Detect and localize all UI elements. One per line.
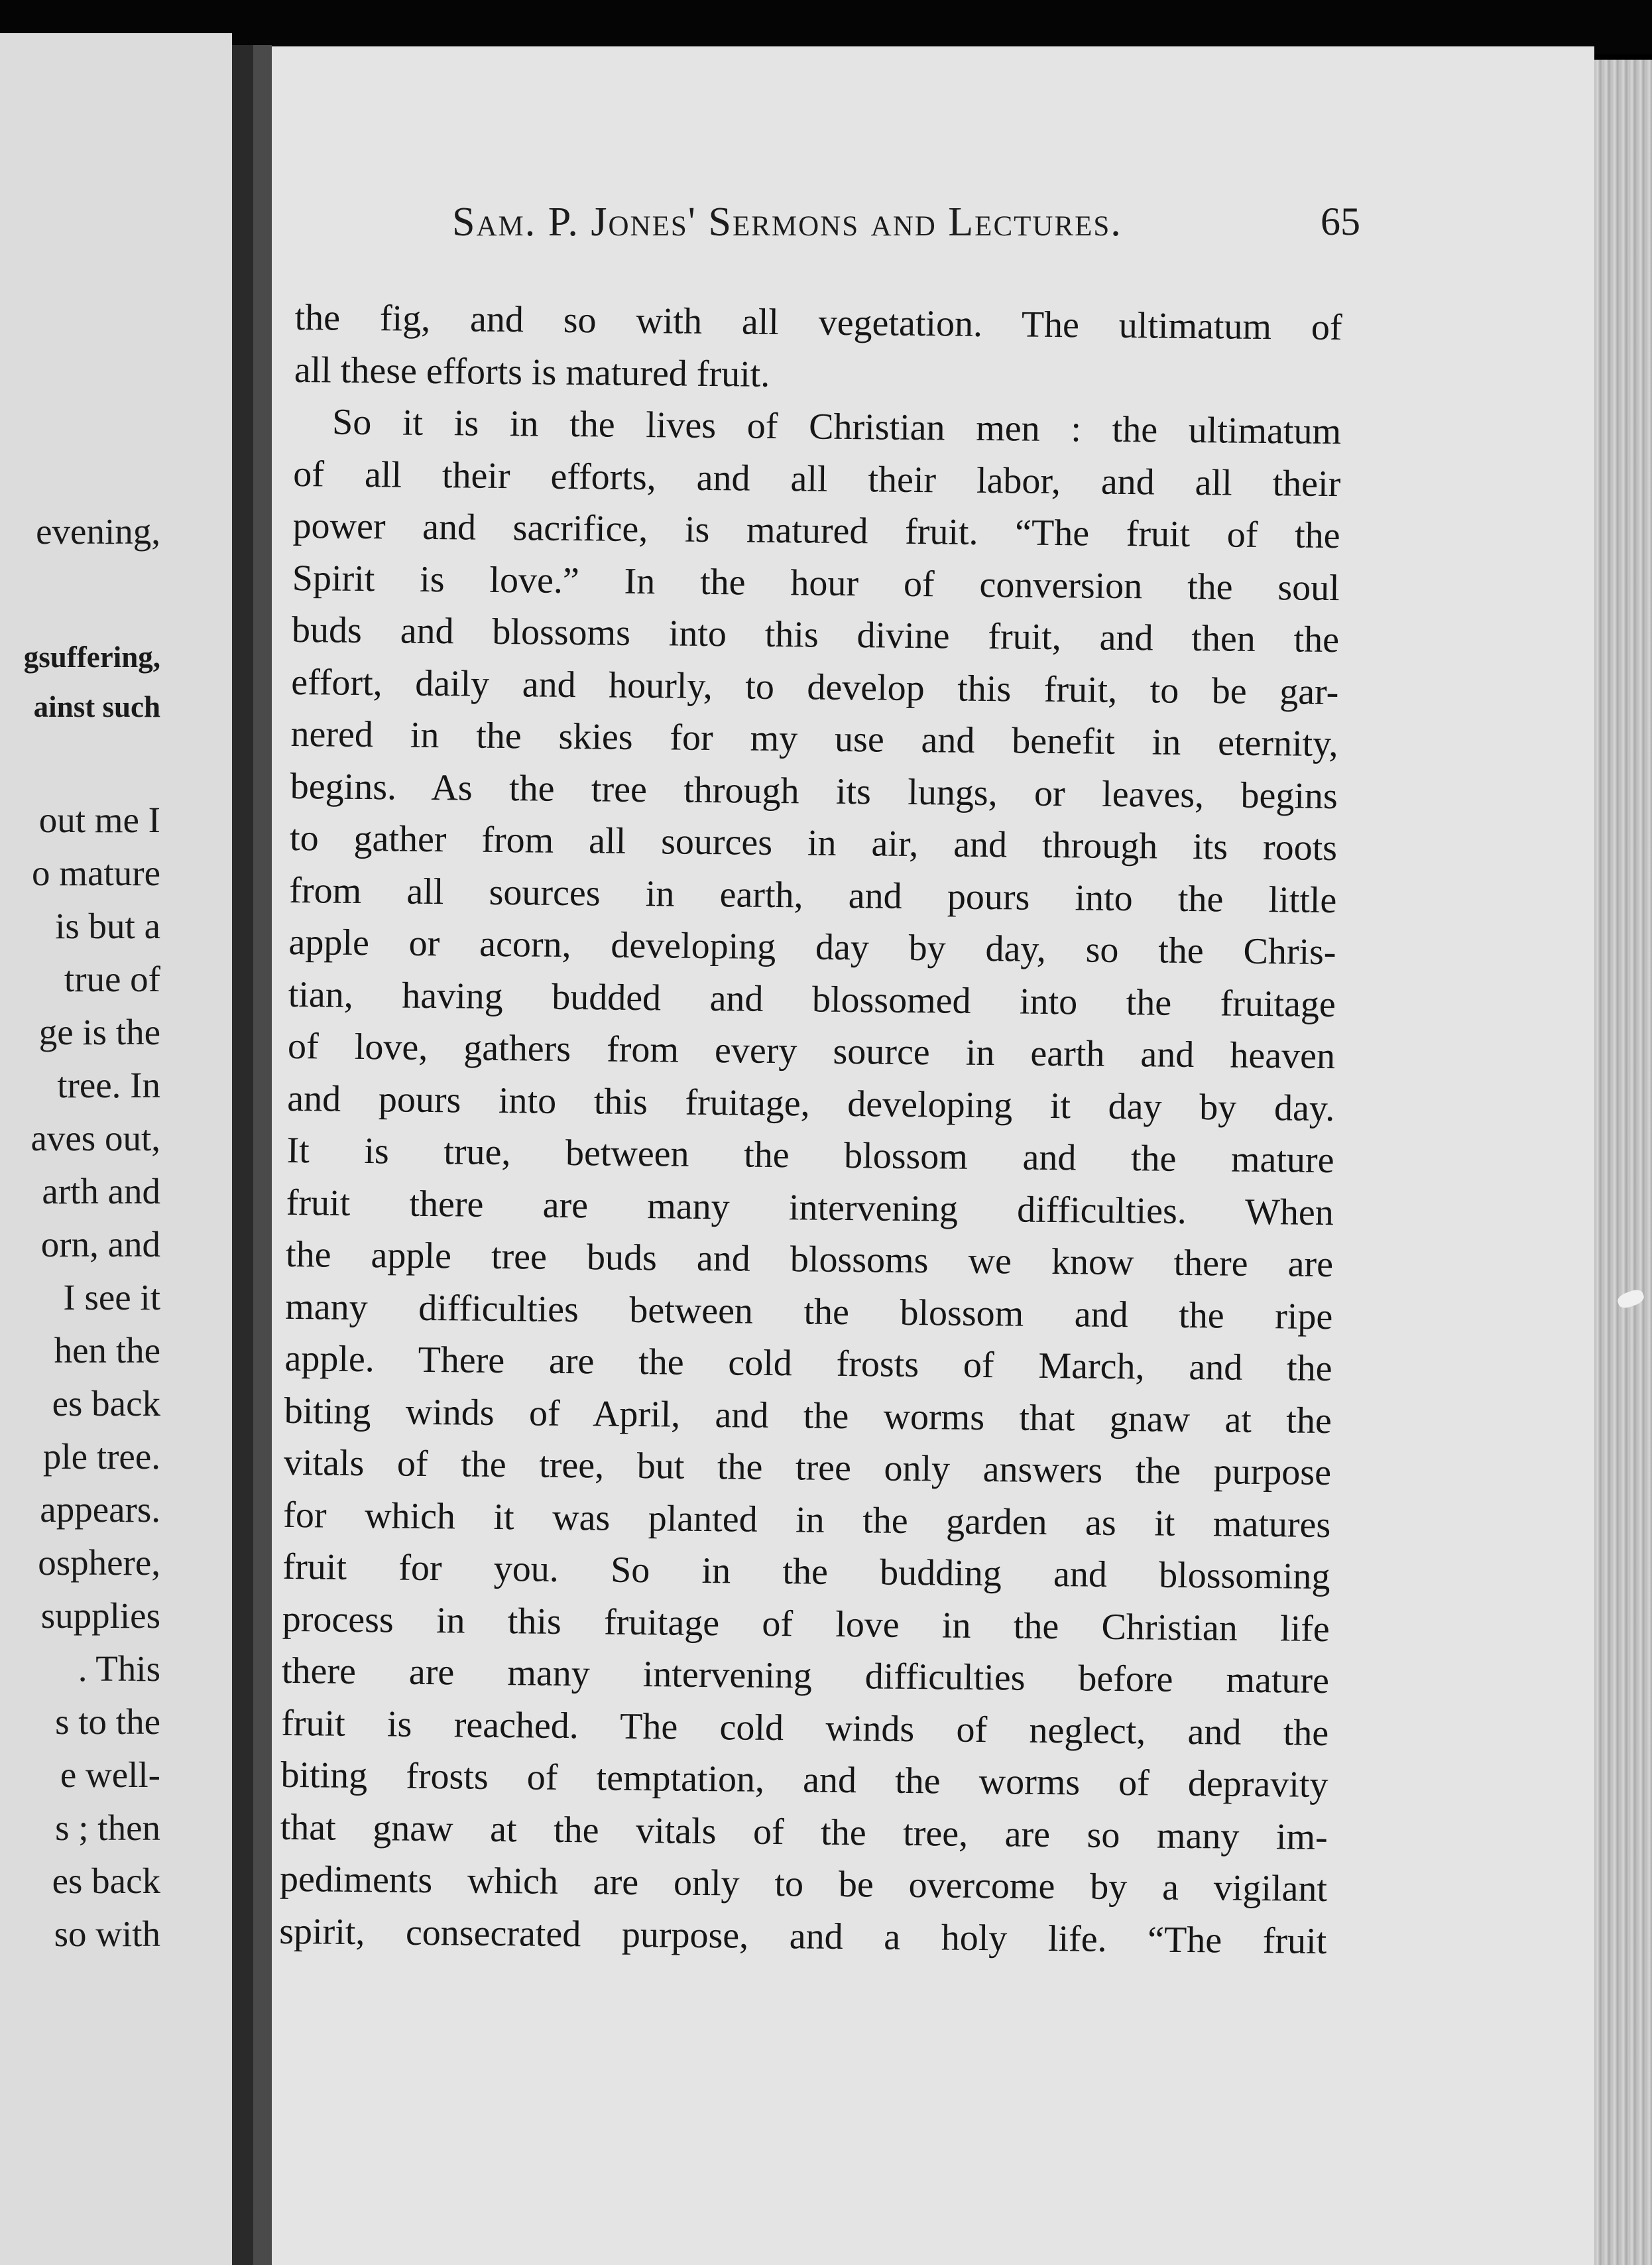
left-page-line-fragment: es back [52,1861,160,1901]
left-page-line-fragment: ple tree. [42,1436,160,1477]
page-edges [1594,60,1652,2265]
left-page-line-fragment: true of [64,959,160,999]
body-line: fruit for you. So in the budding and blossoming [282,1546,1330,1598]
body-line: many difficulties between the blossom and the ripe [285,1286,1333,1337]
left-page-line-fragment: gsuffering, [23,641,160,674]
body-line: tian, having budded and blossomed into the fruitage [288,973,1336,1025]
body-line: nered in the skies for my use and benefit in eternity, [290,713,1338,765]
left-page-line-fragment: I see it [63,1277,160,1317]
body-line: from all sources in earth, and pours into the little [289,869,1337,921]
body-line: buds and blossoms into this divine fruit, and then the [291,609,1340,661]
left-page-line-fragment: evening, [36,511,160,552]
body-line: fruit is reached. The cold winds of neglect, and the [280,1702,1329,1754]
body-line: biting winds of April, and the worms that gnaw at the [284,1390,1332,1441]
left-page-line-fragment: ge is the [38,1012,160,1052]
page-header [452,199,1360,252]
body-line: the apple tree buds and blossoms we know there are [285,1233,1334,1286]
left-page-fragment [0,33,232,2265]
body-line: all these efforts is matured fruit. [294,349,770,395]
running-head: Sam. P. Jones' Sermons and Lectures. [452,200,1122,245]
body-line: and pours into this fruitage, developing it day by day. [287,1077,1335,1129]
body-line: of love, gathers from every source in earth and heaven [287,1025,1336,1077]
body-line: for which it was planted in the garden as it matures [282,1494,1331,1546]
left-page-line-fragment: . This [78,1648,160,1689]
left-page-line-fragment: so with [54,1914,160,1954]
body-line: apple or acorn, developing day by day, so the Chris- [288,921,1336,973]
left-page-line-fragment: aves out, [30,1118,160,1158]
left-page-line-fragment: arth and [42,1171,160,1211]
body-line: apple. There are the cold frosts of March, and the [284,1337,1332,1390]
left-page-line-fragment: osphere, [38,1542,160,1583]
left-page-line-fragment: ainst such [33,690,160,723]
left-page-line-fragment: supplies [40,1595,160,1636]
body-line: that gnaw at the vitals of the tree, are so many im- [280,1806,1328,1858]
body-line: the fig, and so with all vegetation. The ultimatum of [294,296,1342,349]
body-line: process in this fruitage of love in the Christian life [282,1598,1330,1650]
left-page-line-fragment: out me I [38,800,160,840]
left-page-line-fragment: hen the [54,1330,160,1371]
left-page-line-fragment: s to the [55,1701,160,1742]
body-line: fruit there are many intervening difficulties. When [286,1182,1334,1233]
left-page-line-fragment: orn, and [40,1224,160,1264]
body-line: It is true, between the blossom and the mature [286,1129,1334,1182]
page-number: 65 [1321,200,1360,243]
left-page-line-fragment: s ; then [55,1807,160,1848]
body-line: begins. As the tree through its lungs, or leaves, begins [290,765,1338,817]
body-line: there are many intervening difficulties before mature [281,1650,1330,1702]
body-text [279,292,1342,1967]
left-page-line-fragment: o mature [32,853,160,893]
body-line: vitals of the tree, but the tree only answers the purpose [283,1441,1332,1494]
body-line: pediments which are only to be overcome by a vigilant [279,1858,1328,1910]
body-line: biting frosts of temptation, and the worms of depravity [280,1754,1328,1806]
body-line: effort, daily and hourly, to develop this fruit, to be gar- [291,661,1339,713]
body-line: spirit, consecrated purpose, and a holy life. “The fruit [278,1910,1327,1962]
left-page-line-fragment: tree. In [57,1065,160,1105]
body-line: of all their efforts, and all their labor, and all their [293,453,1341,505]
body-line: Spirit is love.” In the hour of conversion the soul [292,557,1340,609]
body-line: to gather from all sources in air, and through its roots [289,817,1338,869]
left-page-line-fragment: es back [52,1383,160,1424]
left-page-line-fragment: is but a [55,906,160,946]
left-page-line-fragment: e well- [60,1754,160,1795]
book-gutter [232,45,272,2265]
left-page-line-fragment: appears. [40,1489,160,1530]
body-line: So it is in the lives of Christian men : the ultimatum [331,401,1342,453]
body-line: power and sacrifice, is matured fruit. “The fruit of the [292,505,1340,557]
